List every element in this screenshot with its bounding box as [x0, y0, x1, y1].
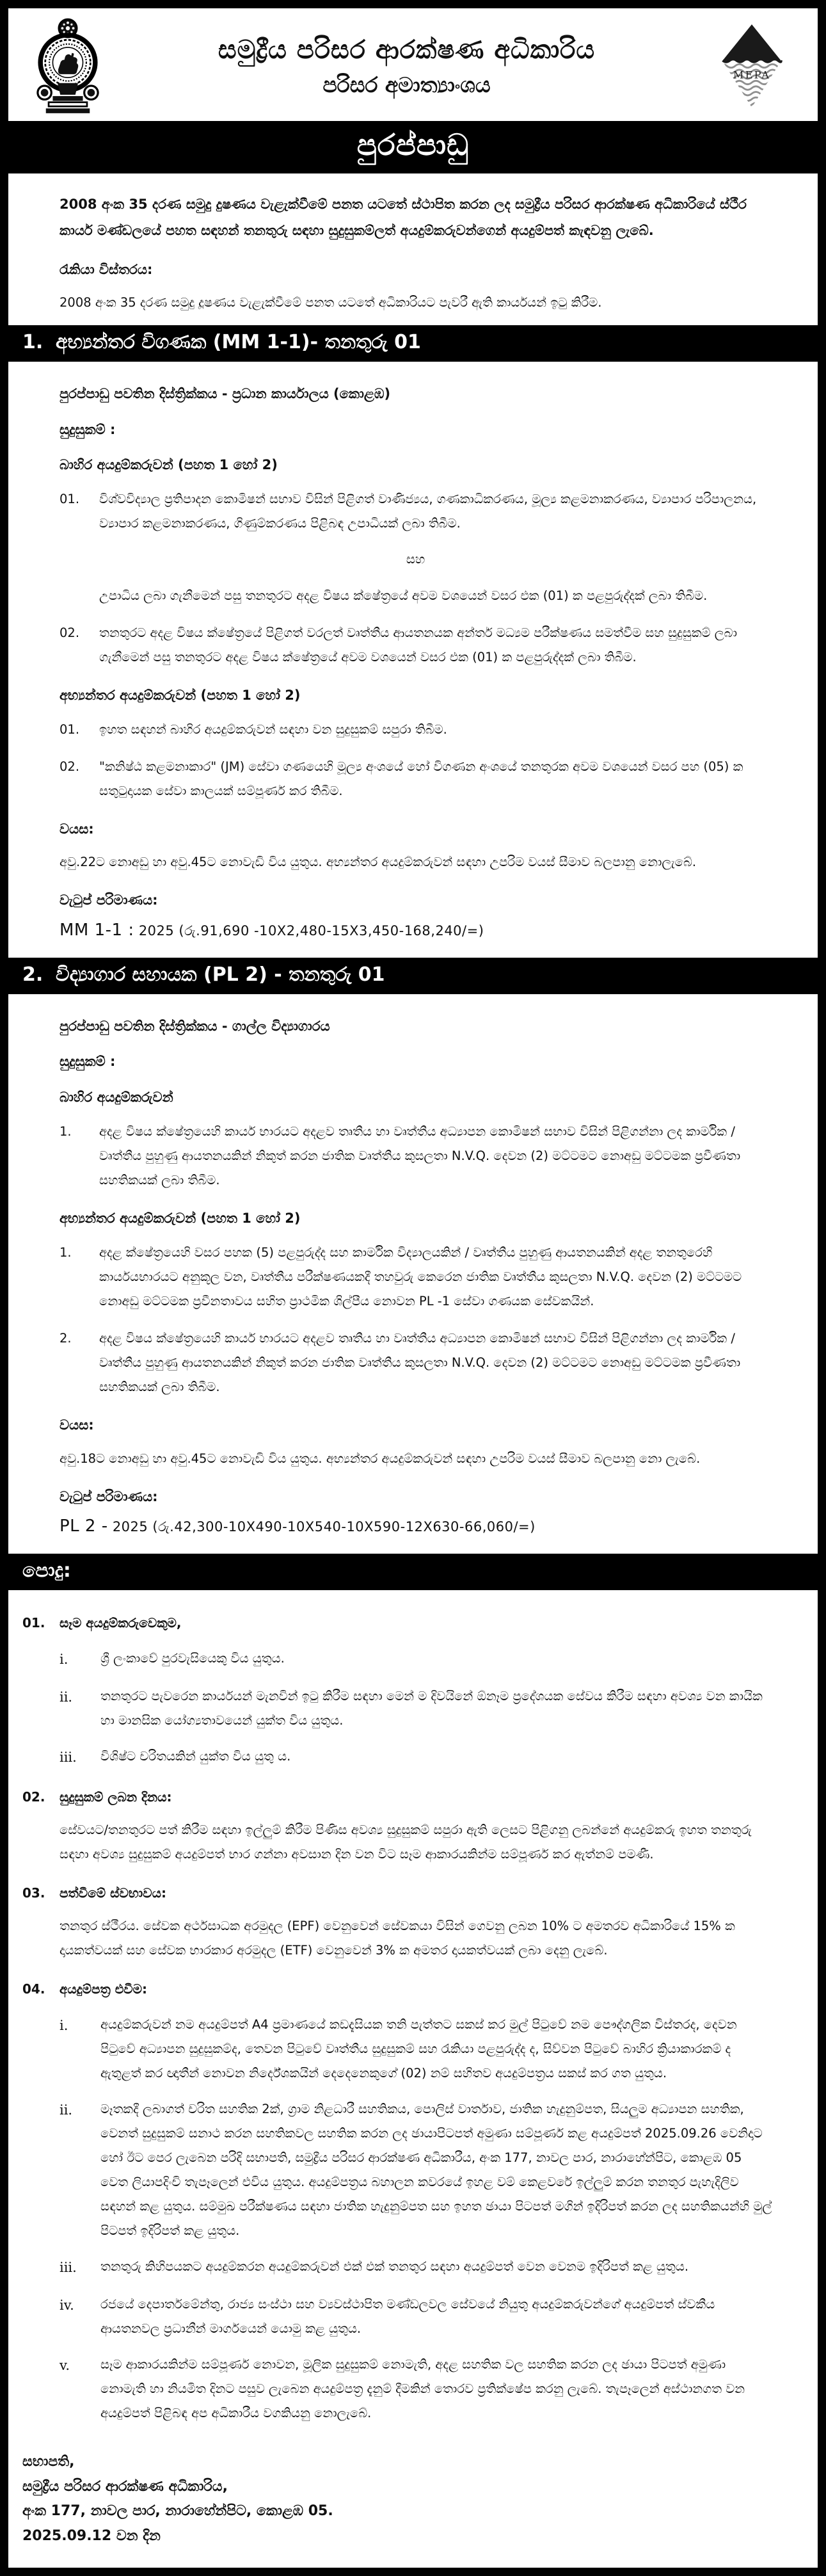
item-text: විශ්වවිද්‍යාල ප්‍රතිපාදන කොමිෂන් සභාව විසින් පිළිගත් වාණිජ්‍යය, ගණකාධිකරණය, මූල්‍ය කළමනාකරණය, ව්‍යාපාර පරිපාලනය, ව්‍යාපාර කළමනාකරණය, ගිණුම්කරණය පිළිබඳ උපාධියක් ලබා තිබීම.: [99, 492, 757, 531]
section-2-body: [8, 997, 818, 1550]
item-text: සේවයට/තනතුරට පත් කිරීම සඳහා ඉල්ලුම් කිරීම පිණිස අවශ්‍ය සුදුසුකම් සපුරා ඇති ලෙසට පිළිගනු ලබන්නේ අයදුම්කරු ඉහත තනතුරු සඳහා අවශ්‍ය සුදුසුකම් අයදුම්පත් භාර ගන්නා අවසාන දින වන විට සෑම ආකාරයකින්ම සම්පූර්ණ කර ඇත්නම් පමණී.: [60, 1823, 752, 1862]
sub-item: [60, 2013, 773, 2086]
item-text: අදළ විෂය ක්ෂේත්‍රයෙහි කාර්ය භාරයට අදළව තෘතීය හා වෘත්තීය අධ්‍යාපන කොමිෂන් සභාව විසින් පිළිගන්නා ලද කාර්මික / වෘත්තීය පුහුණු ආයතනයකින් නිකුත් කරන ජාතික වෘත්තීය කුසලතා N.V.Q. දෙවන (2) මට්ටමට නොඅඩු මට්ටමක ප්‍රවීණතා සහතිකයක් ලබා තිබීම.: [99, 1123, 741, 1187]
list-item: [60, 1326, 772, 1399]
item-text: තනතුරට අදළ විෂය ක්ෂේත්‍රයේ පිළිගත් වරලත් වෘත්තීය ආයතනයක අන්තර් මධ්‍යම පරීක්ෂණය සමත්වීම සහ සුදුසුකම් ලබා ගැනීමෙන් පසු තනතුරට අදළ විෂය ක්ෂේත්‍රයේ අවම වශයෙන් වසර එක (01) ක පළපුරුද්දක් ලබා තිබීම.: [99, 625, 737, 664]
item-number: 2.: [60, 1331, 72, 1346]
list-item: [60, 621, 772, 670]
section-1-external-label: බාහිර අයදුම්කරුවන් (පහත 1 හෝ 2): [60, 457, 278, 473]
sub-item-text: තනතුරු කිහිපයකට අයදුම්කරන අයදුම්කරුවන් එක් එක් තනතුර සඳහා අයදුම්පත් වෙන වෙනම ඉදිරිපත් කළ යුතුය.: [100, 2259, 689, 2274]
section-2-age-label: වයස:: [60, 1417, 94, 1433]
item-number: 02.: [60, 625, 80, 640]
section-2-internal-label: අභ්‍යන්තර අයදුම්කරුවන් (පහත 1 හෝ 2): [60, 1211, 301, 1226]
signatory-address: අංක 177, නාවල පාර, නාරාහේන්පිට, කොළඹ 05.: [22, 2503, 333, 2520]
signatory-organization: සමුද්‍රීය පරිසර ආරක්ෂණ අධිකාරිය,: [22, 2478, 228, 2495]
section-2-title: විද්‍යාගාර සහායක (PL 2) - තනතුරු 01: [56, 963, 385, 986]
mepa-logo-icon: [704, 23, 800, 109]
section-2-header: [8, 958, 818, 994]
general-item: [22, 1785, 773, 1809]
section-1-body: [8, 364, 818, 954]
section-1-internal-label: අභ්‍යන්තර අයදුම්කරුවන් (පහත 1 හෝ 2): [60, 687, 301, 703]
sub-item-text: රජයේ දෙපාර්තමේන්තු, රාජ්‍ය සංස්ථා සහ ව්‍යවස්ථාපිත මණ්ඩලවල සේවයේ නියුතු අයදුම්කරුවන්ගේ අයදුම්පත් ස්වකීය ආයතනවල ප්‍රධානීන් මාර්ගයෙන් යොමු කළ යුතුය.: [100, 2297, 715, 2337]
sub-item-number: ii.: [60, 2102, 73, 2118]
item-number: 03.: [22, 1885, 45, 1901]
sub-item-number: ii.: [60, 1689, 73, 1705]
item-number: 01.: [60, 492, 80, 507]
item-number: 01.: [60, 721, 80, 737]
sub-item: [60, 2353, 773, 2426]
sub-item: [60, 2097, 773, 2243]
notice-date: 2025.09.12 වන දින: [22, 2527, 161, 2544]
item-number: 02.: [22, 1789, 45, 1805]
job-description-text: 2008 අංක 35 දරණ සමුදු දූෂණය වැළැක්වීමේ පනත යටතේ අධිකාරියට පැවරී ඇති කාර්යයන් ඉටු කිරීම.: [60, 295, 602, 310]
item-label: පත්වීමේ ස්වභාවය:: [60, 1885, 166, 1901]
salary-scale-code: PL 2 -: [60, 1517, 108, 1536]
general-item: [22, 1977, 773, 2001]
signatory-title: සභාපති,: [22, 2454, 75, 2470]
list-item: [60, 487, 772, 536]
list-item: [60, 1120, 772, 1193]
general-item-subitems: [60, 1646, 773, 1771]
sub-item-number: iv.: [60, 2298, 74, 2314]
section-1-number: 1.: [22, 331, 44, 354]
item-label: සුදුසුකම් ලබන දිනය:: [60, 1789, 172, 1805]
document-header: [8, 8, 818, 121]
sub-item: [60, 1684, 773, 1733]
general-item: [22, 1881, 773, 1905]
section-1-salary-label: වැටුප් පරිමාණය:: [60, 892, 158, 908]
sub-item-text: සෑම ආකාරයකින්ම සම්පූර්ණ නොවන, මූලික සුදුසුකම් නොමැති, අදළ සහතික වල සහතික කරන ලද ඡායා පිටපත් අමුණා නොමැති හා නියමිත දිනට පසුව ලැබෙන අයදුම්පත්‍ර දැනුම් දීමකින් තොරව ප්‍රතික්ෂේප කරනු ලැබේ. තැපෑලෙන් අස්ථානගත වන අයදුම්පත් පිළිබඳ අප අධිකාරීය වගකියනු නොලැබේ.: [100, 2357, 745, 2421]
sub-item: [60, 1646, 773, 1673]
section-1-salary-scale: [60, 921, 772, 940]
vacancies-banner: පුරප්පාඩු: [8, 121, 818, 173]
section-1-age-text: අවු.22ට නොඅඩු හා අවු.45ට නොවැඩි විය යුතුය. අභ්‍යන්තර අයදුම්කරුවන් සඳහා උපරිම වයස් සීමාව බලපානු නොලැබේ.: [60, 855, 697, 870]
item-text: අදළ ක්ෂේත්‍රයෙහි වසර පහක (5) පළපුරුද්ද සහ කාර්මික විද්‍යාලයකින් / වෘත්තීය පුහුණු ආයතනයකින් අදළ තනතුරෙහි කාර්යයභාරයට අනුකූල වන, වෘත්තීය පරීක්ෂණයකදී තහවුරු කෙරෙන ජාතික වෘත්තීය කුසලතා N.V.Q. දෙවන (2) මට්ටමට නොඅඩු මට්ටමක ප්‍රවීනතාවය සහිත ප්‍රාථමික ශිල්පීය නොවන PL -1 සේවා ගණයක සේවකයින්.: [99, 1245, 742, 1309]
item-label: අයදුම්පත්‍ර එවීම:: [60, 1981, 148, 1997]
item-text: තනතුර ස්ථීරය. සේවක අර්ථසාධක අරමුදල (EPF) වෙනුවෙන් සේවකයා විසින් ගෙවනු ලබන 10% ට අමතරව අධිකාරියේ 15% ක දායකත්වයක් සහ සේවක භාරකාර අරමුදල (ETF) වෙනුවෙන් 3% ක අමතර දායකත්වයක් ලබා දෙනු ලැබේ.: [60, 1919, 735, 1958]
signature-block: [8, 2431, 818, 2568]
sri-lanka-emblem-icon: [26, 17, 109, 115]
job-description-label: රැකියා විස්තරය:: [60, 261, 153, 277]
sub-item-text: තනතුරට පැවරෙන කාර්යයන් මැනවින් ඉටු කිරීම සඳහා මෙන් ම දිවයිනේ ඕනෑම ප්‍රදේශයක සේවය කිරීම සඳහා අවශ්‍ය වන කායික හා මානසික යෝග්‍යතාවයෙන් යුක්ත විය යුතුය.: [100, 1689, 763, 1728]
and-word: සහ: [406, 552, 425, 567]
general-section-header: [8, 1554, 818, 1590]
item-text: උපාධිය ලබා ගැනීමෙන් පසු තනතුරට අදළ විෂය ක්ෂේත්‍රයේ අවම වශයෙන් වසර එක (01) ක පළපුරුද්දක් ලබා තිබීම.: [99, 588, 708, 603]
sub-item-number: iii.: [60, 2260, 77, 2276]
item-number: 1.: [60, 1123, 72, 1139]
section-2-salary-label: වැටුප් පරිමාණය:: [60, 1488, 158, 1504]
general-item: [22, 1611, 773, 1635]
sub-item-text: මෑතකදී ලබාගත් චරිත සහතික 2ක්, ග්‍රාම නිළධාරී සහතිකය, පොලිස් වාර්තාව, ජාතික හැදුනුම්පත, සියලුම අධ්‍යාපන සහතික, වෙනත් සුදුසුකම් සනාථ කරන සහතිකවල සහතික කරන ලද ඡායාපිටපත් අමුණා සම්පූර්ණ කළ අයදුම්පත් 2025.09.26 වෙනිදාට හෝ ඊට පෙර ලැබෙන පරිදි සභාපති, සමුද්‍රීය පරිසර ආරක්ෂණ අධිකාරීය, අංක 177, නාවල පාර, නාරාහේන්පිට, කොළඹ 05 වෙත ලියාපදිංචි තැපෑලෙන් එවිය යුතුය. අයදුම්පත්‍රය බහාලන කවරයේ ඉහළ වම් කෙළවරේ ඉල්ලුම් කරන තනතුර පැහැදිලිව සඳහන් කළ යුතුය. සම්මුඛ පරීක්ෂණය සඳහා ජාතික හැදුනුම්පත සහ ඉහත ඡායා පිටපත් මගින් ඉදිරිපත් කරන ලද සහතිකයන්හි මුල් පිටපත් ඉදිරිපත් කළ යුතුය.: [100, 2102, 772, 2239]
list-item: [60, 755, 772, 803]
sub-item-text: ශ්‍රී ලංකාවේ පුරවැසියෙකු විය යුතුය.: [100, 1651, 285, 1666]
section-2-district: පුරප්පාඩු පවතින දිස්ත්‍රික්කය - ගාල්ල විද්‍යාගාරය: [60, 1018, 330, 1034]
intro-section: [8, 173, 818, 321]
item-number: 1.: [60, 1245, 72, 1260]
general-section-body: [8, 1593, 818, 2431]
list-item: [60, 1241, 772, 1314]
section-1-title: අභ්‍යන්තර විගණක (MM 1-1)- තනතුරු 01: [56, 331, 421, 354]
general-section-title: පොදු:: [22, 1559, 71, 1582]
sub-item-number: i.: [60, 2018, 68, 2034]
sub-item-text: අයදුම්කරුවන් නම අයදුම්පත් A4 ප්‍රමාණයේ කඩදැසියක තනි පැත්තට සකස් කර මුල් පිටුවේ නම පෞද්ගලික විස්තරද, දෙවන පිටුවේ අධ්‍යාපන සුදුසුකම්ද, තෙවන පිටුවේ වෘත්තීය සුදුසුකම් සහ රැකියා පළපුරුද්ද ද, සිව්වන පිටුවේ බාහිර ක්‍රියාකාරකම් ද ඇතුළත් කර ඥාතීන් නොවන නිර්දේශකයින් දෙදෙනෙකුගේ (02) නම් සහිතව අයදුම්පත්‍රය සකස් කර ගත යුතුය.: [100, 2017, 737, 2081]
sub-item-number: v.: [60, 2358, 70, 2374]
section-1-header: [8, 325, 818, 362]
intro-paragraph: 2008 අංක 35 දරණ සමුදු දුෂණය වැළැක්වීමේ පනත යටතේ ස්ථාපිත කරන ලද සමුද්‍රීය පරිසර ආරක්ෂණ අධිකාරියේ ස්ථීර කාර්ය මණ්ඩලයේ පහත සඳහන් තනතුරු සඳහා සුදුසුකම්ලත් අයදුම්කරුවන්ගෙන් අයදුම්පත් කැඳවනු ලැබේ.: [60, 197, 747, 238]
item-label: සෑම අයදුම්කරුවෙකුම,: [60, 1615, 182, 1631]
section-1-district: පුරප්පාඩු පවතින දිස්ත්‍රික්කය - ප්‍රධාන කාර්යාලය (කොළඹ): [60, 386, 391, 402]
item-text: අදළ විෂය ක්ෂේත්‍රයෙහි කාර්ය භාරයට අදළව තෘතීය හා වෘත්තීය අධ්‍යාපන කොමිෂන් සභාව විසින් පිළිගන්නා ලද කාර්මික / වෘත්තීය පුහුණු ආයතනයකින් නිකුත් කරන ජාතික වෘත්තීය කුසලතා N.V.Q. දෙවන (2) මට්ටමට නොඅඩු මට්ටමක ප්‍රවීණතා සහතිකයක් ලබා තිබීම.: [99, 1331, 741, 1395]
sub-item-text: විශිෂ්ට චරිතයකින් යුක්ත විය යුතු ය.: [100, 1749, 291, 1764]
section-2-number: 2.: [22, 963, 44, 986]
sub-item: [60, 2292, 773, 2341]
sub-item-number: iii.: [60, 1750, 77, 1766]
general-item-subitems: [60, 2013, 773, 2426]
ministry-title: පරිසර අමාත්‍යාංශය: [322, 72, 491, 97]
sub-item: [60, 1744, 773, 1771]
salary-scale-value: 2025 (රු.42,300-10X490-10X540-10X590-12X630-66,060/=): [112, 1519, 536, 1535]
section-2-age-text: අවු.18ට නොඅඩු හා අවු.45ට නොවැඩි විය යුතුය. අභ්‍යන්තර අයදුම්කරුවන් සඳහා උපරිම වයස් සීමාව බලපානු නො ලැබේ.: [60, 1451, 701, 1466]
list-item: [60, 718, 772, 742]
sub-item: [60, 2255, 773, 2281]
section-2-salary-scale: [60, 1517, 772, 1536]
sub-item-number: i.: [60, 1652, 68, 1668]
salary-scale-code: MM 1-1 :: [60, 920, 134, 940]
item-text: "කනිෂ්ඨ කළමනාකාර" (JM) සේවා ගණයෙහි මූල්‍ය අංශයේ හෝ විගණන අංශයේ තනතුරක අවම වශයෙන් වසර පහ (05) ක සතුටුදායක සේවා කාලයක් සම්පූර්ණ කර තිබීම.: [99, 759, 743, 798]
section-1-qualifications-label: සුදුසුකම් :: [60, 421, 116, 437]
salary-scale-value: 2025 (රු.91,690 -10X2,480-15X3,450-168,240/=): [138, 922, 484, 938]
header-titles: [109, 34, 704, 98]
item-text: ඉහත සඳහන් බාහිර අයදුම්කරුවන් සඳහා වන සුදුසුකම් සපුරා තිබීම.: [99, 721, 447, 737]
item-number: 04.: [22, 1981, 45, 1997]
section-2-external-label: බාහිර අයදුම්කරුවන්: [60, 1089, 173, 1105]
mepa-logo-text: MEPA: [733, 68, 771, 81]
section-2-qualifications-label: සුදුසුකම් :: [60, 1054, 116, 1070]
item-number: 02.: [60, 759, 80, 774]
section-1-age-label: වයස:: [60, 821, 94, 837]
authority-title: සමුද්‍රීය පරිසර ආරක්ෂණ අධිකාරිය: [218, 35, 596, 65]
item-number: 01.: [22, 1615, 45, 1631]
